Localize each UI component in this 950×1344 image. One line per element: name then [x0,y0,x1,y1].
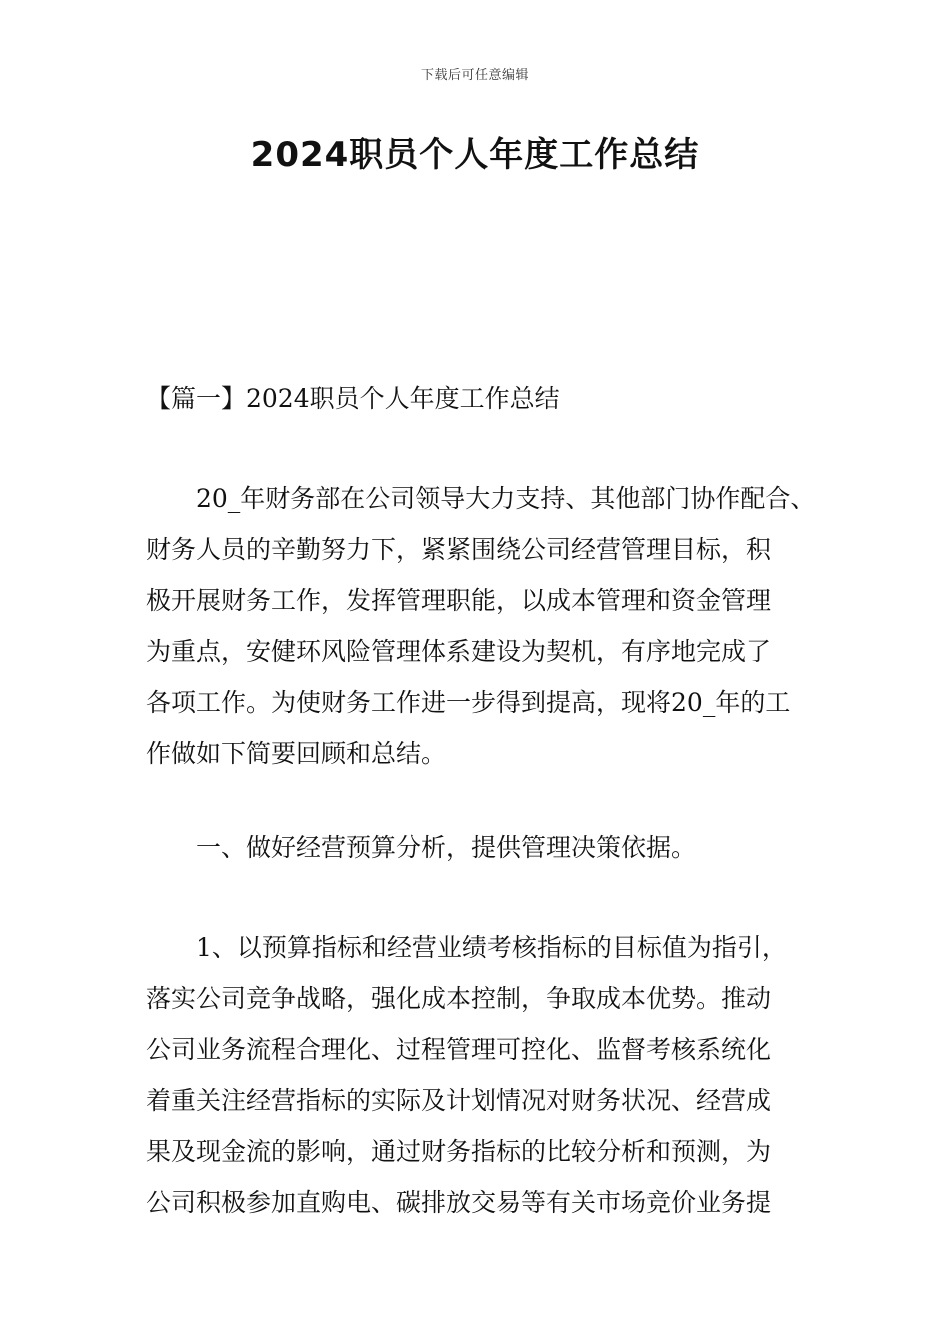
paragraph-line: 着重关注经营指标的实际及计划情况对财务状况、经营成 [146,1086,772,1115]
header-note: 下载后可任意编辑 [420,68,529,83]
paragraph-line: 20_年财务部在公司领导大力支持、其他部门协作配合、 [196,484,816,513]
paragraph-line: 落实公司竞争战略，强化成本控制，争取成本优势。推动 [146,984,772,1013]
paragraph-line: 公司业务流程合理化、过程管理可控化、监督考核系统化 [146,1035,772,1064]
paragraph-line: 一、做好经营预算分析，提供管理决策依据。 [196,833,697,862]
paragraph-item-1 [146,922,836,1228]
paragraph-line: 财务人员的辛勤努力下，紧紧围绕公司经营管理目标，积 [146,535,772,564]
paragraph-line: 各项工作。为使财务工作进一步得到提高，现将20_年的工 [146,688,791,717]
paragraph-line: 作做如下简要回顾和总结。 [146,739,447,768]
paragraph-intro [146,473,836,779]
section-heading: 【篇一】2024职员个人年度工作总结 [146,384,560,413]
paragraph-line: 为重点，安健环风险管理体系建设为契机，有序地完成了 [146,637,772,666]
subsection-heading [146,822,836,873]
paragraph-line: 极开展财务工作，发挥管理职能，以成本管理和资金管理 [146,586,772,615]
paragraph-line: 1、以预算指标和经营业绩考核指标的目标值为指引， [196,933,787,962]
paragraph-line: 公司积极参加直购电、碳排放交易等有关市场竞价业务提 [146,1188,772,1217]
document-title: 2024职员个人年度工作总结 [250,135,700,175]
paragraph-line: 果及现金流的影响，通过财务指标的比较分析和预测，为 [146,1137,772,1166]
